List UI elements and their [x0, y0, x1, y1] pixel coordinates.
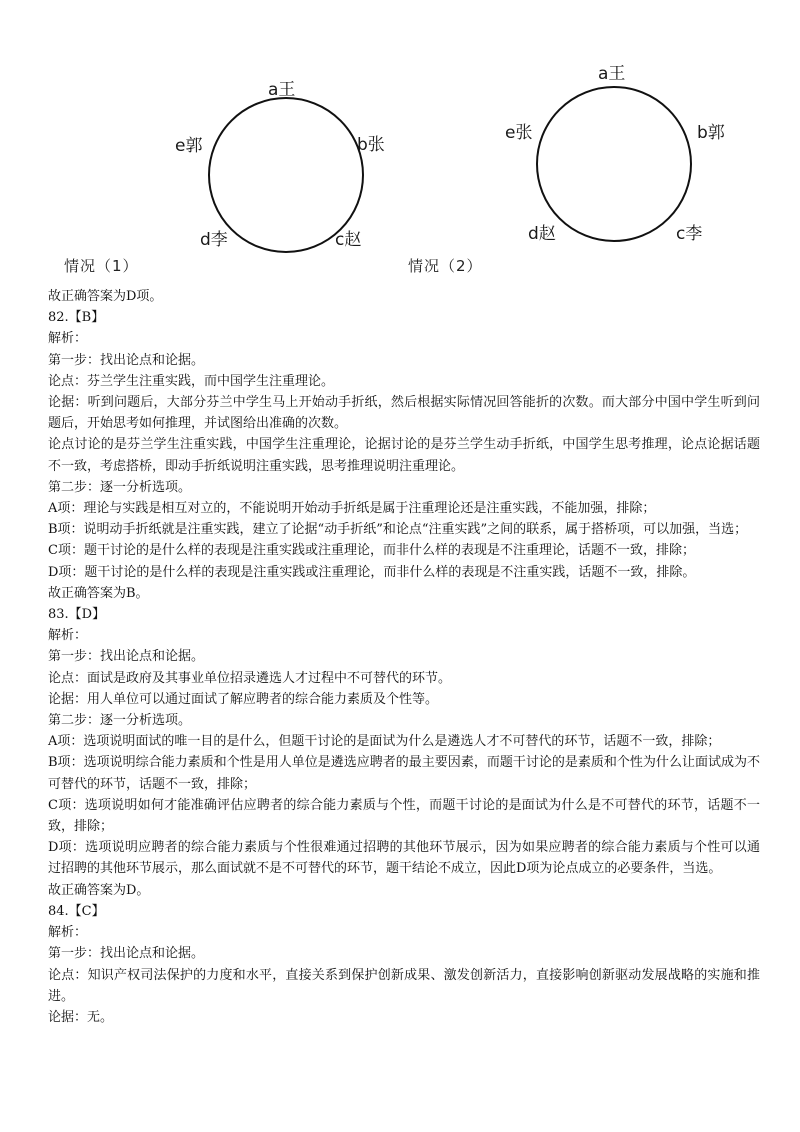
- text-paragraph: 论点讨论的是芬兰学生注重实践，中国学生注重理论，论据讨论的是芬兰学生动手折纸，中国学生思考推理，论点论据话题不一致，考虑搭桥，即动手折纸说明注重实践，思考推理说明注重理论。: [48, 437, 760, 474]
- text-paragraph: 论点：知识产权司法保护的力度和水平，直接关系到保护创新成果、激发创新活力，直接影响创新驱动发展战略的实施和推进。: [48, 967, 760, 1004]
- case1-table-circle: [209, 98, 363, 252]
- text-line: 故正确答案为D。: [48, 882, 150, 898]
- text-line: 解析：: [48, 628, 88, 644]
- answer-explanations: [48, 286, 760, 1028]
- text-line: 故正确答案为B。: [48, 585, 149, 601]
- text-line: 第一步：找出论点和论据。: [48, 649, 205, 665]
- case1-label-d: d李: [200, 230, 228, 250]
- case2-label-b: b郭: [697, 123, 725, 143]
- text-paragraph: C项：选项说明如何才能准确评估应聘者的综合能力素质与个性，而题干讨论的是面试为什么是不可替代的环节，话题不一致，排除；: [48, 797, 760, 835]
- case2-label-a: a王: [598, 64, 626, 84]
- text-line: 第二步：逐一分析选项。: [48, 479, 192, 495]
- text-paragraph: A项：选项说明面试的唯一目的是什么，但题干讨论的是面试为什么是遴选人才不可替代的环节，话题不一致，排除；: [48, 734, 721, 750]
- case1-label-a: a王: [268, 80, 296, 100]
- text-line: 解析：: [48, 925, 88, 941]
- case1-caption: 情况（1）: [64, 257, 139, 275]
- text-line: 论据：用人单位可以通过面试了解应聘者的综合能力素质及个性等。: [48, 691, 439, 707]
- text-paragraph: D项：选项说明应聘者的综合能力素质与个性很难通过招聘的其他环节展示，因为如果应聘者的综合能力素质与个性可以通过招聘的其他环节展示，那么面试就不是不可替代的环节，题干结论不成立，因此D项为论点成立的必要条件，当选。: [48, 840, 760, 877]
- question-number: 83.【D】: [48, 607, 106, 623]
- case1-label-e: e郭: [175, 136, 203, 156]
- case2-label-e: e张: [505, 123, 533, 143]
- text-line: 论点：面试是政府及其事业单位招录遴选人才过程中不可替代的环节。: [48, 670, 452, 686]
- text-line: 第一步：找出论点和论据。: [48, 352, 205, 368]
- text-line: 解析：: [48, 331, 88, 347]
- text-line: A项：理论与实践是相互对立的，不能说明开始动手折纸是属于注重理论还是注重实践，不能加强，排除；: [48, 501, 656, 517]
- seating-figure: [0, 0, 800, 282]
- case2-label-c: c李: [676, 224, 703, 244]
- text-line: C项：题干讨论的是什么样的表现是注重实践或注重理论，而非什么样的表现是不注重理论，话题不一致，排除；: [48, 543, 695, 559]
- case1-label-b: b张: [357, 135, 385, 155]
- text-line: 故正确答案为D项。: [48, 289, 163, 304]
- case2-label-d: d赵: [528, 224, 556, 244]
- case2-table-circle: [537, 87, 691, 241]
- text-line: 论据：无。: [48, 1009, 114, 1025]
- text-line: 第一步：找出论点和论据。: [48, 946, 205, 962]
- case2-caption: 情况（2）: [408, 257, 483, 275]
- text-paragraph: 论据：听到问题后，大部分芬兰中学生马上开始动手折纸，然后根据实际情况回答能折的次数。而大部分中国中学生听到问题后，开始思考如何推理，并试图给出准确的次数。: [48, 395, 760, 432]
- text-line: D项：题干讨论的是什么样的表现是注重实践或注重理论，而非什么样的表现是不注重实践，话题不一致，排除。: [48, 564, 696, 580]
- text-paragraph: B项：说明动手折纸就是注重实践，建立了论据“动手折纸”和论点“注重实践”之间的联系，属于搭桥项，可以加强，当选；: [48, 522, 748, 538]
- text-line: 论点：芬兰学生注重实践，而中国学生注重理论。: [48, 373, 335, 389]
- text-paragraph: B项：选项说明综合能力素质和个性是用人单位是遴选应聘者的最主要因素，而题干讨论的是素质和个性为什么让面试成为不可替代的环节，话题不一致，排除；: [48, 755, 760, 792]
- text-line: 第二步：逐一分析选项。: [48, 713, 192, 729]
- case1-label-c: c赵: [335, 230, 362, 250]
- question-number: 82.【B】: [48, 310, 105, 326]
- question-number: 84.【C】: [48, 903, 105, 919]
